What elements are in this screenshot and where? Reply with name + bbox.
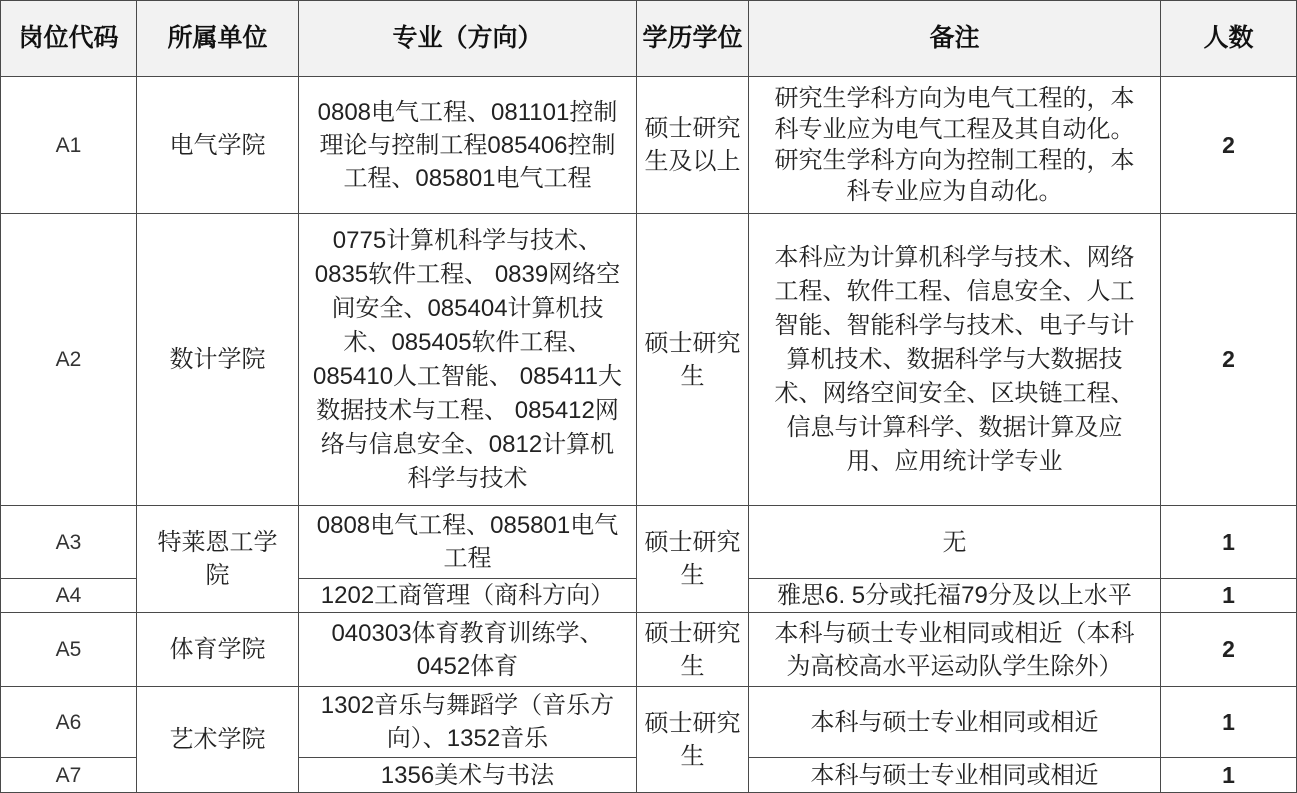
major-cell: 1302音乐与舞蹈学（音乐方 向）、1352音乐 — [299, 687, 636, 757]
headcount-cell: 1 — [1161, 579, 1296, 612]
position-code-cell: A7 — [1, 758, 136, 792]
notes-cell: 本科应为计算机科学与技术、网络 工程、软件工程、信息安全、人工 智能、智能科学与技术、电子与计 算机技术、数据科学与大数据技 术、网络空间安全、区块链工程、 信息与计算科学、数据计算及应 用、应用统计学专业 — [749, 214, 1160, 505]
headcount-cell: 1 — [1161, 687, 1296, 757]
department-cell: 数计学院 — [137, 214, 298, 505]
department-cell: 特莱恩工学 院 — [137, 506, 298, 612]
notes-cell: 本科与硕士专业相同或相近（本科 为高校高水平运动队学生除外） — [749, 613, 1160, 686]
header-position-code: 岗位代码 — [1, 1, 136, 76]
department-cell: 体育学院 — [137, 613, 298, 686]
headcount-cell: 2 — [1161, 77, 1296, 213]
header-department: 所属单位 — [137, 1, 298, 76]
position-code-cell: A1 — [1, 77, 136, 213]
header-headcount: 人数 — [1161, 1, 1296, 76]
headcount-cell: 2 — [1161, 613, 1296, 686]
position-code-cell: A3 — [1, 506, 136, 578]
degree-cell: 硕士研究 生及以上 — [637, 77, 748, 213]
header-degree: 学历学位 — [637, 1, 748, 76]
headcount-cell: 2 — [1161, 214, 1296, 505]
department-cell: 电气学院 — [137, 77, 298, 213]
notes-cell: 本科与硕士专业相同或相近 — [749, 687, 1160, 757]
degree-cell: 硕士研究 生 — [637, 613, 748, 686]
headcount-cell: 1 — [1161, 758, 1296, 792]
notes-cell: 研究生学科方向为电气工程的，本 科专业应为电气工程及其自动化。 研究生学科方向为控制工程的，本 科专业应为自动化。 — [749, 77, 1160, 213]
position-code-cell: A6 — [1, 687, 136, 757]
degree-cell: 硕士研究 生 — [637, 687, 748, 792]
major-cell: 1202工商管理（商科方向） — [299, 579, 636, 612]
position-code-cell: A4 — [1, 579, 136, 612]
degree-cell: 硕士研究 生 — [637, 214, 748, 505]
notes-cell: 雅思6. 5分或托福79分及以上水平 — [749, 579, 1160, 612]
major-cell: 0775计算机科学与技术、 0835软件工程、 0839网络空 间安全、085404计算机技 术、085405软件工程、 085410人工智能、 085411大 数据技术与工程、 085412网 络与信息安全、0812计算机 科学与技术 — [299, 214, 636, 505]
notes-cell: 无 — [749, 506, 1160, 578]
header-major: 专业（方向） — [299, 1, 636, 76]
department-cell: 艺术学院 — [137, 687, 298, 792]
major-cell: 0808电气工程、085801电气 工程 — [299, 506, 636, 578]
major-cell: 040303体育教育训练学、 0452体育 — [299, 613, 636, 686]
major-cell: 1356美术与书法 — [299, 758, 636, 792]
position-code-cell: A5 — [1, 613, 136, 686]
major-cell: 0808电气工程、081101控制 理论与控制工程085406控制 工程、085801电气工程 — [299, 77, 636, 213]
header-notes: 备注 — [749, 1, 1160, 76]
headcount-cell: 1 — [1161, 506, 1296, 578]
notes-cell: 本科与硕士专业相同或相近 — [749, 758, 1160, 792]
position-code-cell: A2 — [1, 214, 136, 505]
degree-cell: 硕士研究 生 — [637, 506, 748, 612]
